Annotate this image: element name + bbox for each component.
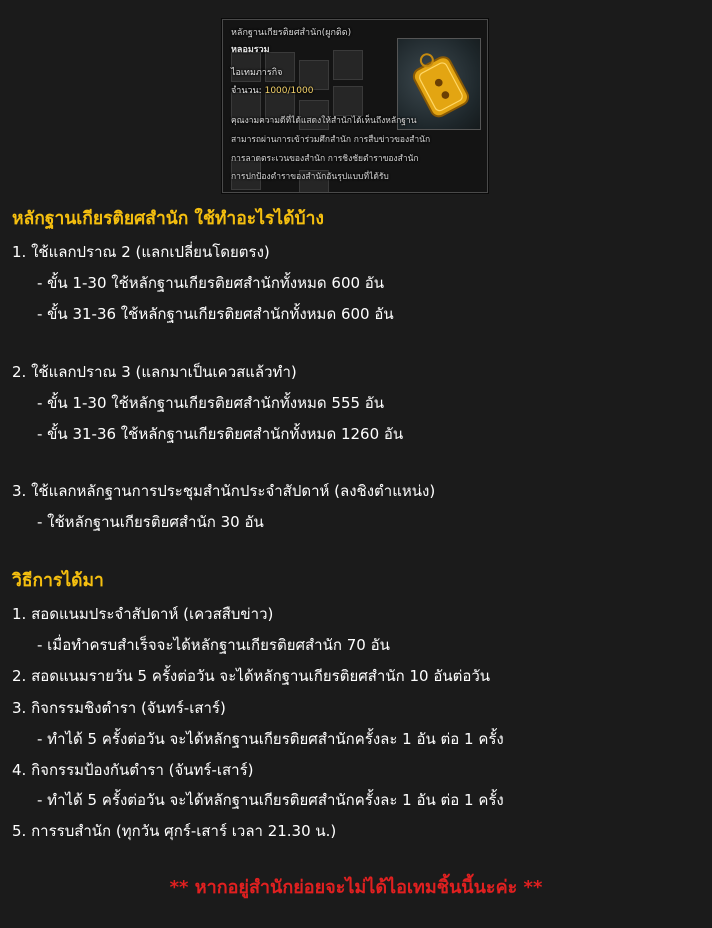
tooltip-item-type: ไอเทมภารกิจ bbox=[231, 68, 283, 78]
list-subitem: - ขั้น 1-30 ใช้หลักฐานเกียรติยศสำนักทั้งหมด 600 อัน bbox=[37, 274, 385, 292]
list-item: 1. ใช้แลกปราณ 2 (แลกเปลี่ยนโดยตรง) bbox=[12, 243, 270, 261]
tooltip-desc-line: การปกป้องตำราของสำนักอันรุปแบบที่ได้รับ bbox=[231, 172, 389, 182]
list-item: 3. ใช้แลกหลักฐานการประชุมสำนักประจำสัปดาห์ (ลงชิงตำแหน่ง) bbox=[12, 482, 436, 500]
list-subitem: - ใช้หลักฐานเกียรติยศสำนัก 30 อัน bbox=[37, 513, 264, 531]
tooltip-item-title: หลักฐานเกียรติยศสำนัก(ผูกติด) bbox=[231, 28, 352, 38]
section-heading-obtain: วิธีการได้มา bbox=[12, 571, 104, 591]
svg-text:●: ● bbox=[438, 88, 452, 103]
list-item: 2. ใช้แลกปราณ 3 (แลกมาเป็นเควสแล้วทำ) bbox=[12, 363, 297, 381]
tooltip-amount-label: จำนวน: bbox=[231, 86, 262, 96]
list-subitem: - ขั้น 31-36 ใช้หลักฐานเกียรติยศสำนักทั้งหมด 600 อัน bbox=[37, 305, 394, 323]
inventory-slot bbox=[333, 86, 363, 116]
tooltip-composite-label: หลอมรวม bbox=[231, 45, 270, 55]
list-subitem: - ขั้น 1-30 ใช้หลักฐานเกียรติยศสำนักทั้งหมด 555 อัน bbox=[37, 394, 385, 412]
tooltip-desc-line: คุณงามความดีที่ได้แสดงให้สำนักได้เห็นถึงหลักฐาน bbox=[231, 116, 417, 126]
list-subitem: - ขั้น 31-36 ใช้หลักฐานเกียรติยศสำนักทั้งหมด 1260 อัน bbox=[37, 425, 404, 443]
tooltip-amount-value: 1000/1000 bbox=[264, 86, 314, 96]
item-tooltip-screenshot bbox=[222, 19, 488, 193]
list-subitem: - เมื่อทำครบสำเร็จจะได้หลักฐานเกียรติยศสำนัก 70 อัน bbox=[37, 636, 390, 654]
list-item: 2. สอดแนมรายวัน 5 ครั้งต่อวัน จะได้หลักฐานเกียรติยศสำนัก 10 อันต่อวัน bbox=[12, 667, 491, 685]
tooltip-desc-line: การลาดตระเวนของสำนัก การชิงชัยตำราของสำนัก bbox=[231, 154, 419, 164]
list-item: 3. กิจกรรมชิงตำรา (จันทร์-เสาร์) bbox=[12, 699, 226, 717]
list-item: 5. การรบสำนัก (ทุกวัน ศุกร์-เสาร์ เวลา 21.30 น.) bbox=[12, 822, 337, 840]
list-item: 4. กิจกรรมป้องกันตำรา (จันทร์-เสาร์) bbox=[12, 761, 254, 779]
tooltip-amount-row bbox=[231, 86, 313, 97]
list-subitem: - ทำได้ 5 ครั้งต่อวัน จะได้หลักฐานเกียรติยศสำนักครั้งละ 1 อัน ต่อ 1 ครั้ง bbox=[37, 791, 504, 809]
tooltip-desc-line: สามารถผ่านการเข้าร่วมศึกสำนัก การสืบข่าวของสำนัก bbox=[231, 135, 431, 145]
list-item: 1. สอดแนมประจำสัปดาห์ (เควสสืบข่าว) bbox=[12, 605, 274, 623]
section-heading-uses: หลักฐานเกียรติยศสำนัก ใช้ทำอะไรได้บ้าง bbox=[12, 209, 324, 229]
list-subitem: - ทำได้ 5 ครั้งต่อวัน จะได้หลักฐานเกียรติยศสำนักครั้งละ 1 อัน ต่อ 1 ครั้ง bbox=[37, 730, 504, 748]
inventory-slot bbox=[333, 50, 363, 80]
svg-text:●: ● bbox=[432, 75, 446, 90]
warning-note: ** หากอยู่สำนักย่อยจะไม่ได้ไอเทมชิ้นนี้นะค่ะ ** bbox=[169, 877, 543, 898]
